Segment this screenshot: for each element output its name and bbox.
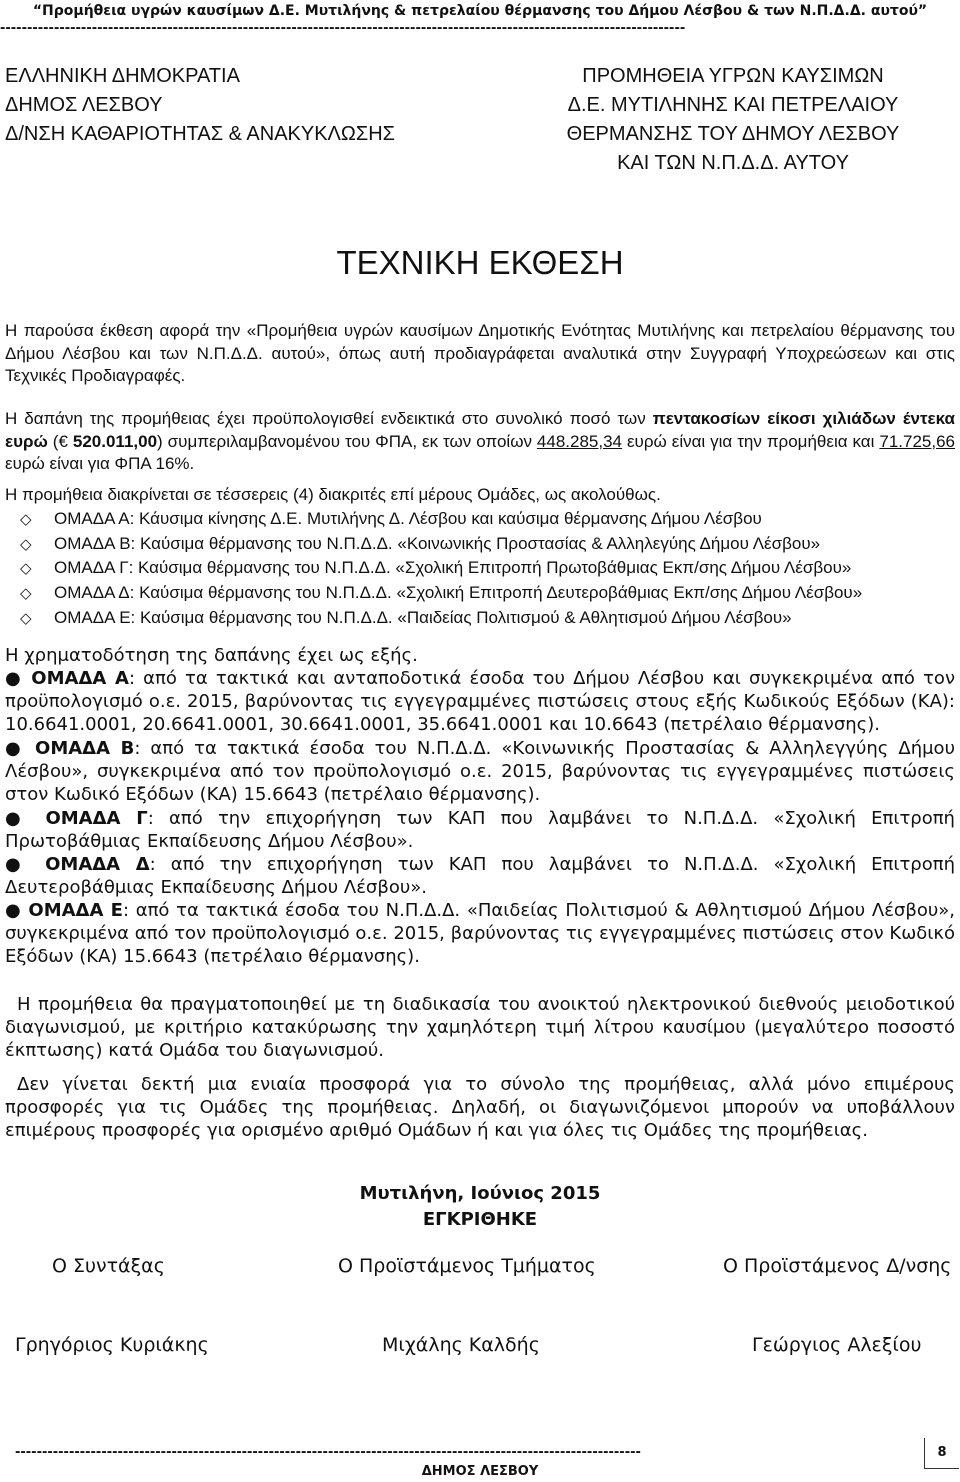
bullet-dot-icon: ● bbox=[5, 738, 25, 759]
diamond-bullet-icon: ◇ bbox=[20, 511, 32, 528]
diamond-bullet-icon: ◇ bbox=[20, 585, 32, 603]
cost-tail: ευρώ είναι για ΦΠΑ 16%. bbox=[5, 454, 195, 474]
bullet-dot-icon: ● bbox=[5, 668, 24, 689]
signature-name-author: Γρηγόριος Κυριάκης bbox=[15, 1334, 209, 1356]
approved-label: ΕΓΚΡΙΘΗΚΕ bbox=[422, 1209, 538, 1230]
funding-item-e: ● ΟΜΑΔΑ Ε: από τα τακτικά έσοδα του Ν.Π.Δ.Δ. «Παιδείας Πολιτισμού & Αθλητισμού Δήμου Λέσβου», συγκεκριμένα από τον προϋπολογισμό ο.ε. 2015, βαρύνοντας τις εγγεγραμμένες πιστώσεις στον Κωδικό Εξόδων (ΚΑ) 15.6643 (πετρέλαιο θέρμανσης). bbox=[5, 900, 955, 968]
project-line-1: ΠΡΟΜΗΘΕΙΑ ΥΓΡΩΝ ΚΑΥΣΙΜΩΝ bbox=[582, 65, 884, 87]
intro-paragraph: Η παρούσα έκθεση αφορά την «Προμήθεια υγρών καυσίμων Δημοτικής Ενότητας Μυτιλήνης και πετρελαίου θέρμανσης του Δήμου Λέσβου και των Ν.Π.Δ.Δ. αυτού», όπως αυτή προδιαγράφεται αναλυτικά στην Συγγραφή Υποχρεώσεων και στις Τεχνικές Προδιαγραφές. bbox=[5, 321, 955, 386]
list-item: ◇ ΟΜΑΔΑ Α: Κάυσιμα κίνησης Δ.Ε. Μυτιλήνης Δ. Λέσβου και καύσιμα θέρμανσης Δήμου Λέσβου bbox=[20, 507, 862, 532]
diamond-bullet-icon: ◇ bbox=[20, 560, 32, 578]
signature-role-section-head: Ο Προϊστάμενος Τμήματος bbox=[338, 1255, 596, 1277]
cost-paragraph bbox=[5, 408, 955, 476]
cost-total: 520.011,00 bbox=[67, 431, 158, 451]
funding-item-b: ● ΟΜΑΔΑ Β: από τα τακτικά έσοδα του Ν.Π.Δ.Δ. «Κοινωνικής Προστασίας & Αλληλεγγύης Δήμου Λέσβου», συγκεκριμένα από τον προϋπολογισμό ο.ε. 2015, βαρύνοντας τις εγγεγραμμένες πιστώσεις στον Κωδικό Εξόδων (ΚΑ) 15.6643 (πετρέλαιο θέρμανσης). bbox=[5, 738, 955, 806]
header-dash-line: ------------------------------------------------------------------------------------------------------------------------------- bbox=[0, 22, 686, 36]
page-number: 8 bbox=[924, 1438, 959, 1469]
issuer-line-3: Δ/ΝΣΗ ΚΑΘΑΡΙΟΤΗΤΑΣ & ΑΝΑΚΥΚΛΩΣΗΣ bbox=[5, 123, 396, 145]
bullet-dot-icon: ● bbox=[5, 854, 31, 875]
signature-role-director: Ο Προϊστάμενος Δ/νσης bbox=[723, 1255, 952, 1277]
issuer-block bbox=[5, 62, 395, 149]
supply-amount: 448.285,34 bbox=[536, 431, 623, 451]
signature-name-section-head: Μιχάλης Καλδής bbox=[382, 1334, 540, 1356]
signature-name-director: Γεώργιος Αλεξίου bbox=[752, 1334, 922, 1356]
place-date: Μυτιλήνη, Ιούνιος 2015 bbox=[359, 1183, 601, 1204]
document-title: ΤΕΧΝΙΚΗ ΕΚΘΕΣΗ bbox=[336, 244, 624, 281]
groups-intro: Η προμήθεια διακρίνεται σε τέσσερεις (4) διακριτές επί μέρους Ομάδες, ως ακολούθως. bbox=[5, 485, 661, 504]
list-item: ◇ ΟΜΑΔΑ Δ: Καύσιμα θέρμανσης του Ν.Π.Δ.Δ. «Σχολική Επιτροπή Δευτεροβάθμιας Εκπ/σης Δήμου Λέσβου» bbox=[20, 581, 862, 606]
project-line-3: ΘΕΡΜΑΝΣΗΣ ΤΟΥ ΔΗΜΟΥ ΛΕΣΒΟΥ bbox=[566, 123, 900, 145]
project-block bbox=[548, 62, 918, 178]
project-line-4: ΚΑΙ ΤΩΝ Ν.Π.Δ.Δ. ΑΥΤΟΥ bbox=[617, 152, 849, 174]
approval-block bbox=[0, 1181, 960, 1233]
list-item: ◇ ΟΜΑΔΑ Ε: Καύσιμα θέρμανσης του Ν.Π.Δ.Δ. «Παιδείας Πολιτισμού & Αθλητισμού Δήμου Λέσβου» bbox=[20, 606, 862, 631]
funding-intro: Η χρηματοδότηση της δαπάνης έχει ως εξής. bbox=[5, 645, 418, 666]
funding-item-c: ● ΟΜΑΔΑ Γ: από την επιχορήγηση των ΚΑΠ που λαμβάνει το Ν.Π.Δ.Δ. «Σχολική Επιτροπή Πρωτοβάθμιας Εκπαίδευσης Δήμου Λέσβου». bbox=[5, 808, 955, 853]
funding-item-d: ● ΟΜΑΔΑ Δ: από την επιχορήγηση των ΚΑΠ που λαμβάνει το Ν.Π.Δ.Δ. «Σχολική Επιτροπή Δευτεροβάθμιας Εκπαίδευσης Δήμου Λέσβου». bbox=[5, 854, 955, 899]
list-item: ◇ ΟΜΑΔΑ Β: Καύσιμα θέρμανσης του Ν.Π.Δ.Δ. «Κοινωνικής Προστασίας & Αλληλεγύης Δήμου Λέσβου» bbox=[20, 532, 862, 557]
bullet-dot-icon: ● bbox=[5, 900, 22, 921]
cost-pre: Η δαπάνη της προμήθειας έχει προϋπολογισθεί ενδεικτικά στο συνολικό ποσό των bbox=[5, 409, 653, 428]
diamond-bullet-icon: ◇ bbox=[20, 535, 32, 553]
bullet-dot-icon: ● bbox=[5, 808, 31, 829]
cost-mid1: ) συμπεριλαμβανομένου του ΦΠΑ, εκ των οποίων bbox=[157, 431, 537, 451]
issuer-line-2: ΔΗΜΟΣ ΛΕΣΒΟΥ bbox=[5, 94, 163, 116]
running-header: “Προμήθεια υγρών καυσίμων Δ.Ε. Μυτιλήνης & πετρελαίου θέρμανσης του Δήμου Λέσβου & των Ν.Π.Δ.Δ. αυτού” bbox=[32, 3, 928, 19]
cost-mid2: ευρώ είναι για την προμήθεια και bbox=[622, 431, 880, 451]
cost-open: ( bbox=[47, 431, 59, 451]
cost-words: πεντακοσίων είκοσι χιλιάδων έντεκα ευρώ bbox=[5, 409, 955, 451]
issuer-line-1: ΕΛΛΗΝΙΚΗ ΔΗΜΟΚΡΑΤΙΑ bbox=[5, 65, 240, 87]
funding-item-a: ● ΟΜΑΔΑ Α: από τα τακτικά και ανταποδοτικά έσοδα του Δήμου Λέσβου και συγκεκριμένα από τον προϋπολογισμό ο.ε. 2015, βαρύνοντας τις εγγεγραμμένες πιστώσεις στους εξής Κωδικούς Εξόδων (ΚΑ): 10.6641.0001, 20.6641.0001, 30.6641.0001, 35.6641.0001 και 10.6643 (πετρέλαιο θέρμανσης). bbox=[5, 668, 955, 736]
project-line-2: Δ.Ε. ΜΥΤΙΛΗΝΗΣ ΚΑΙ ΠΕΤΡΕΛΑΙΟΥ bbox=[567, 94, 899, 116]
signature-role-author: Ο Συντάξας bbox=[52, 1255, 165, 1277]
euro-sign: € bbox=[58, 431, 68, 451]
offers-paragraph: Δεν γίνεται δεκτή μια ενιαία προσφορά για το σύνολο της προμήθειας, αλλά μόνο επιμέρους προσφορές για τις Ομάδες της προμήθειας. Δηλαδή, οι διαγωνιζόμενοι μπορούν να υποβάλλουν επιμέρους προσφορές για ορισμένο αριθμό Ομάδων ή και για όλες τις Ομάδες της προμήθειας. bbox=[5, 1074, 955, 1142]
footer-municipality: ΔΗΜΟΣ ΛΕΣΒΟΥ bbox=[421, 1464, 539, 1479]
procedure-paragraph: Η προμήθεια θα πραγματοποιηθεί με τη διαδικασία του ανοικτού ηλεκτρονικού διεθνούς μειοδοτικού διαγωνισμού, με κριτήριο κατακύρωσης την χαμηλότερη τιμή λίτρου καυσίμου (μεγαλύτερο ποσοστό έκπτωσης) κατά Ομάδα του διαγωνισμού. bbox=[5, 994, 955, 1062]
diamond-bullet-icon: ◇ bbox=[20, 609, 32, 627]
vat-amount: 71.725,66 bbox=[879, 431, 956, 451]
groups-list bbox=[20, 507, 862, 631]
list-item: ◇ ΟΜΑΔΑ Γ: Καύσιμα θέρμανσης του Ν.Π.Δ.Δ. «Σχολική Επιτροπή Πρωτοβάθμιας Εκπ/σης Δήμου Λέσβου» bbox=[20, 556, 862, 581]
footer-dash-line: -------------------------------------------------------------------------------------------------------------------- bbox=[15, 1446, 641, 1460]
